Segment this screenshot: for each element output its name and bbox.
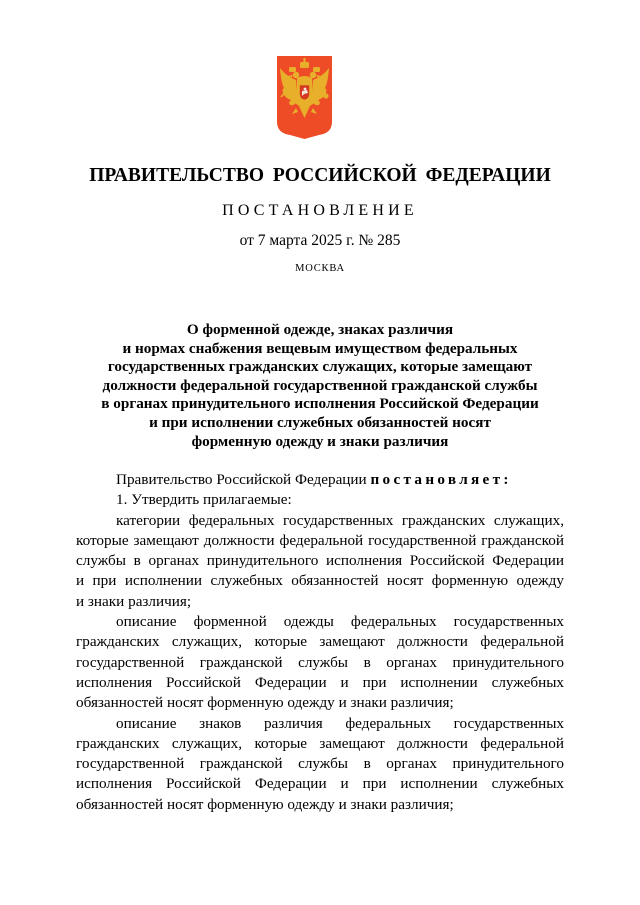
document-body <box>76 470 564 815</box>
paragraph-3-line: гражданских служащих, которые замещают должности федеральной <box>76 734 564 752</box>
heading-line: форменную одежду и знаки различия <box>191 432 449 450</box>
paragraph-1-line: категории федеральных государственных гражданских служащих, <box>116 511 564 529</box>
paragraph-1-line: и знаки различия; <box>76 592 192 610</box>
intro-emphasis: постановляет: <box>370 471 512 488</box>
document-city: МОСКВА <box>295 263 345 274</box>
paragraph-3-line: описание знаков различия федеральных государственных <box>116 714 564 732</box>
paragraph-3-line: обязанностей носят форменную одежду и знаки различия; <box>76 795 454 813</box>
intro-paragraph <box>76 470 564 490</box>
item-1: 1. Утвердить прилагаемые: <box>116 491 292 509</box>
heading-line: и при исполнении служебных обязанностей носят <box>149 413 491 431</box>
paragraph-2-line: государственной гражданской службы в органах принудительного <box>76 653 564 671</box>
coat-of-arms-of-russia-icon <box>277 56 332 139</box>
paragraph-3-line: государственной гражданской службы в органах принудительного <box>76 755 564 773</box>
document-date-number: от 7 марта 2025 г. № 285 <box>239 232 401 249</box>
paragraph-1-line: службы в органах принудительного исполнения Российской Федерации <box>76 552 564 570</box>
heading-line: в органах принудительного исполнения Российской Федерации <box>101 395 539 413</box>
government-title: ПРАВИТЕЛЬСТВО РОССИЙСКОЙ ФЕДЕРАЦИИ <box>89 165 551 186</box>
paragraph-2-line: гражданских служащих, которые замещают должности федеральной <box>76 633 564 651</box>
paragraph-2-line: исполнения Российской Федерации и при исполнении служебных <box>76 673 564 691</box>
paragraph-2-line: описание форменной одежды федеральных государственных <box>116 613 564 631</box>
paragraph-1-line: которые замещают должности федеральной государственной гражданской <box>76 531 564 549</box>
paragraph-1-line: и при исполнении служебных обязанностей носят форменную одежду <box>76 572 564 590</box>
heading-line: государственных гражданских служащих, которые замещают <box>107 358 533 376</box>
document-type: ПОСТАНОВЛЕНИЕ <box>222 202 418 219</box>
document-heading <box>80 321 560 451</box>
heading-line: О форменной одежде, знаках различия <box>186 321 454 338</box>
heading-line: должности федеральной государственной гражданской службы <box>102 376 538 394</box>
heading-line: и нормах снабжения вещевым имуществом федеральных <box>122 339 518 357</box>
intro-text: Правительство Российской Федерации <box>116 471 367 488</box>
paragraph-3-line: исполнения Российской Федерации и при исполнении служебных <box>76 775 564 793</box>
paragraph-2-line: обязанностей носят форменную одежду и знаки различия; <box>76 694 454 712</box>
